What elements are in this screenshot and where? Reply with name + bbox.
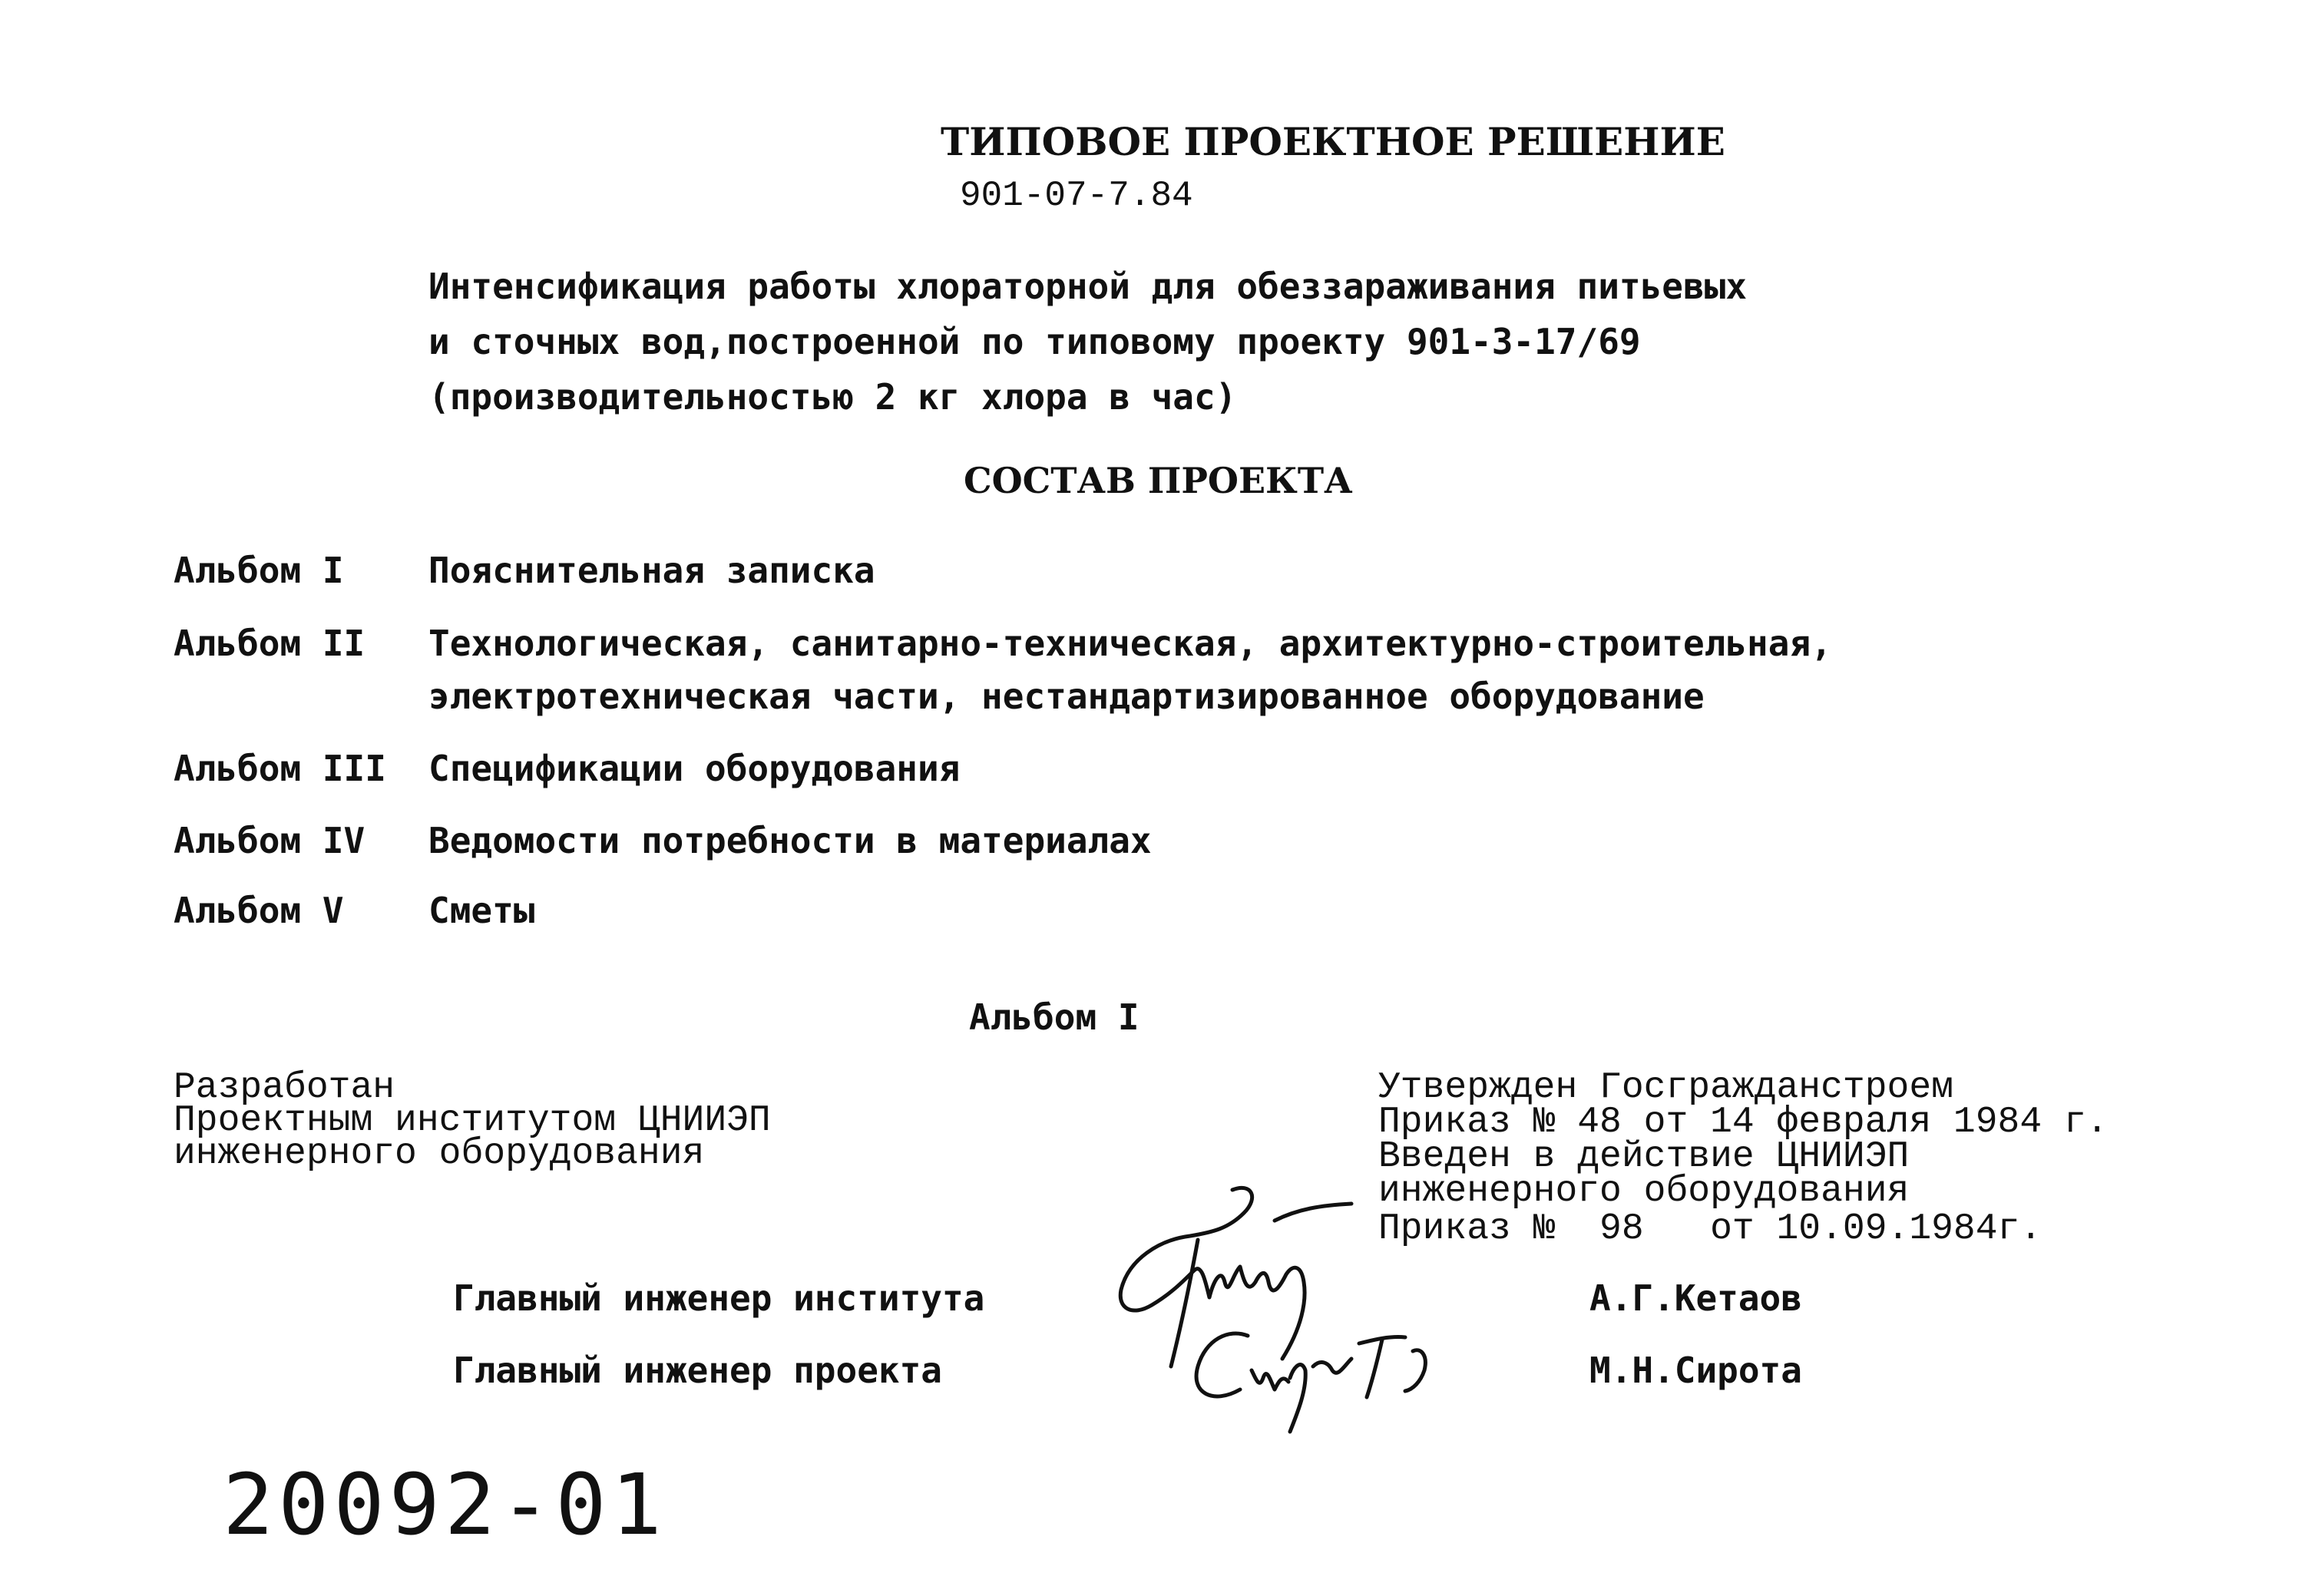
signatory-role: Главный инженер института (453, 1277, 985, 1319)
subject-line-2: и сточных вод,построенной по типовому проекту 901-3-17/69 (428, 321, 1641, 362)
archive-stamp-number: 20092-01 (223, 1456, 666, 1554)
document-title: ТИПОВОЕ ПРОЕКТНОЕ РЕШЕНИЕ (941, 119, 1725, 164)
approved-line: инженерного оборудования (1378, 1171, 1910, 1212)
subject-line-1: Интенсификация работы хлораторной для обеззараживания питьевых (428, 266, 1748, 307)
album-description: Пояснительная записка (428, 550, 875, 591)
album-label: Альбом V (174, 890, 344, 931)
current-album-title: Альбом I (969, 996, 1139, 1038)
album-description: Сметы (428, 890, 535, 931)
signature-chief-engineer-project (1175, 1305, 1513, 1436)
album-description: Технологическая, санитарно-техническая, архитектурно-строительная, (428, 623, 1832, 664)
signatory-name: М.Н.Сирота (1589, 1350, 1802, 1391)
album-label: Альбом IV (174, 820, 365, 861)
album-label: Альбом I (174, 550, 344, 591)
approved-line: Введен в действие ЦНИИЭП (1378, 1136, 1910, 1178)
album-description-cont: электротехническая части, нестандартизированное оборудование (428, 676, 1705, 717)
approved-line: Приказ № 98 от 10.09.1984г. (1378, 1208, 2042, 1250)
album-description: Ведомости потребности в материалах (428, 820, 1152, 861)
signatory-role: Главный инженер проекта (453, 1350, 942, 1391)
document-code: 901-07-7.84 (960, 176, 1193, 216)
approved-line: Приказ № 48 от 14 февраля 1984 г. (1378, 1102, 2109, 1143)
composition-title: СОСТАВ ПРОЕКТА (964, 460, 1353, 501)
album-label: Альбом II (174, 623, 365, 664)
subject-line-3: (производительностью 2 кг хлора в час) (428, 376, 1237, 418)
album-label: Альбом III (174, 748, 386, 789)
developed-line: инженерного оборудования (174, 1133, 705, 1175)
approved-line: Утвержден Госгражданстроем (1378, 1067, 1953, 1109)
developed-line: Разработан (174, 1067, 395, 1109)
signatory-name: А.Г.Кетаов (1589, 1277, 1802, 1319)
developed-line: Проектным институтом ЦНИИЭП (174, 1100, 771, 1142)
album-description: Спецификации оборудования (428, 748, 961, 789)
